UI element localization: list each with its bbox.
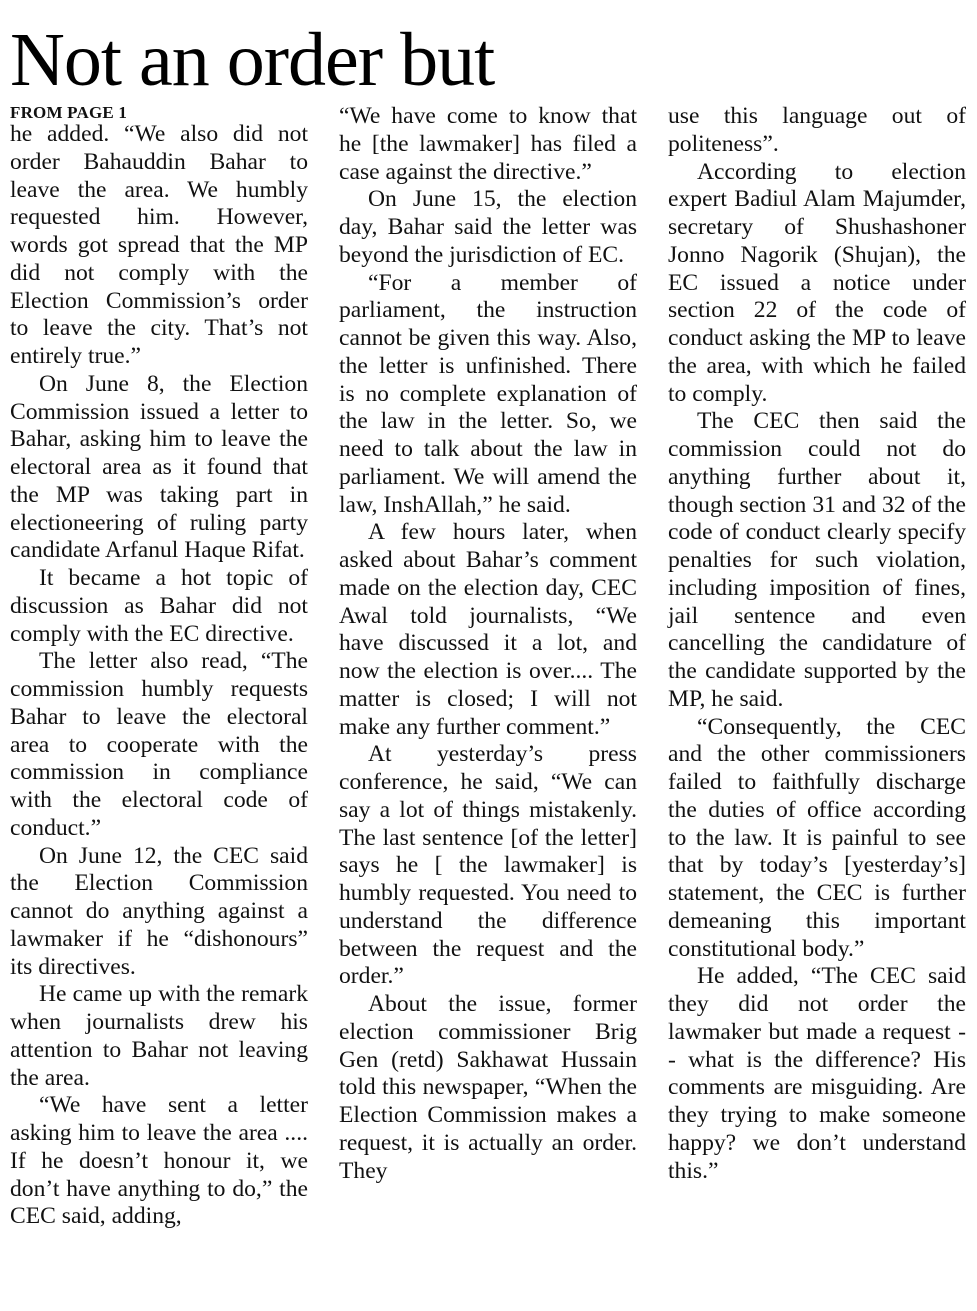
paragraph: The letter also read, “The commission humbly requests Bahar to leave the electoral area to cooperate with the commission in compliance with the electoral code of conduct.” <box>10 648 308 841</box>
paragraph: The CEC then said the commission could not do anything further about it, though section 31 and 32 of the code of conduct clearly specify penalties for such violation, including imposition of fines, jail sentence and even cancelling the candidature of the candidate supported by the MP, he said. <box>668 408 966 712</box>
paragraph: On June 8, the Election Commission issued a letter to Bahar, asking him to leave the electoral area as it found that the MP was taking part in electioneering of ruling party candidate Arfanul Haque Rifat. <box>10 370 308 564</box>
paragraph: According to election expert Badiul Alam Majumder, secretary of Shushashoner Jonno Nagorik (Shujan), the EC issued a notice under section 22 of the code of conduct asking the MP to leave the area, with which he failed to comply. <box>668 158 966 407</box>
paragraph: On June 15, the election day, Bahar said the letter was beyond the jurisdiction of EC. <box>339 186 637 268</box>
continuation-kicker: FROM PAGE 1 <box>10 103 128 122</box>
paragraph: “We have come to know that he [the lawmaker] has filed a case against the directive.” <box>339 103 637 185</box>
paragraph: On June 12, the CEC said the Election Commission cannot do anything against a lawmaker if he “dishonours” its directives. <box>10 842 308 980</box>
headline: Not an order but <box>10 18 495 102</box>
paragraph: It became a hot topic of discussion as Bahar did not comply with the EC directive. <box>10 565 308 647</box>
paragraph: “Consequently, the CEC and the other commissioners failed to faithfully discharge the duties of office according to the law. It is painful to see that by today’s [yesterday’s] statement, the CEC is further demeaning this important constitutional body.” <box>668 713 966 962</box>
article-column-3 <box>668 103 966 1185</box>
paragraph: A few hours later, when asked about Bahar’s comment made on the election day, CEC Awal told journalists, “We have discussed it a lot, and now the election is over.... The matter is closed; I will not make any further comment.” <box>339 519 637 740</box>
paragraph: He added, “The CEC said they did not order the lawmaker but made a request -- what is the difference? His comments are misguiding. Are they trying to make someone happy? we don’t understand this.” <box>668 963 966 1184</box>
paragraph: he added. “We also did not order Bahauddin Bahar to leave the area. We humbly requested him. However, words got spread that the MP did not comply with the Election Commission’s order to leave the city. That’s not entirely true.” <box>10 121 308 369</box>
paragraph: “For a member of parliament, the instruction cannot be given this way. Also, the letter is unfinished. There is no complete explanation of the law in the letter. So, we need to talk about the law in parliament. We will amend the law, InshAllah,” he said. <box>339 269 637 518</box>
article-column-1 <box>10 103 308 1231</box>
paragraph: “We have sent a letter asking him to leave the area .... If he doesn’t honour it, we don’t have anything to do,” the CEC said, adding, <box>10 1092 308 1230</box>
paragraph: About the issue, former election commissioner Brig Gen (retd) Sakhawat Hussain told this newspaper, “When the Election Commission makes a request, it is actually an order. They <box>339 991 637 1184</box>
paragraph: use this language out of politeness”. <box>668 103 966 157</box>
article-column-2 <box>339 103 637 1185</box>
paragraph: He came up with the remark when journalists drew his attention to Bahar not leaving the area. <box>10 981 308 1091</box>
paragraph: At yesterday’s press conference, he said, “We can say a lot of things mistakenly. The last sentence [of the letter] says he [ the lawmaker] is humbly requested. You need to understand the difference between the request and the order.” <box>339 741 637 990</box>
